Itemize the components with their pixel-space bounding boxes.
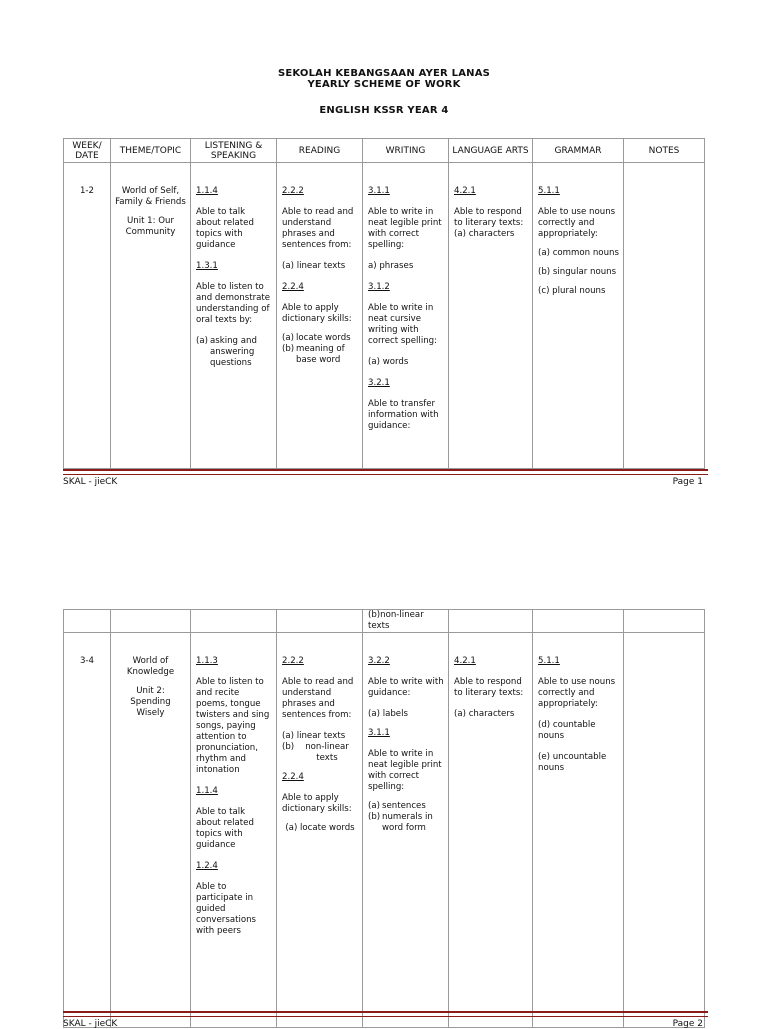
skill-text: Able to listen to and recite poems, tongue twisters and sing songs, paying attention to pronunciation, rhythm and intonation — [196, 677, 270, 775]
theme-name: World of Knowledge — [126, 656, 175, 677]
language-arts-cell — [449, 163, 533, 469]
week-value: 1-2 — [79, 186, 95, 196]
reading-cell — [277, 163, 363, 469]
col-theme-header: THEME/TOPIC — [111, 139, 191, 163]
skill-text: Able to respond to literary texts: — [454, 677, 524, 698]
skill-text: Able to respond to literary texts: — [454, 207, 524, 228]
theme-cell — [111, 163, 191, 469]
skill-text: Able to apply dictionary skills: — [282, 303, 352, 324]
list-item: (a) characters — [454, 229, 515, 239]
header-row — [64, 139, 705, 163]
scheme-table-page-2 — [63, 609, 705, 1028]
footer-author: SKAL - jieCK — [63, 1019, 118, 1029]
skill-text: Able to talk about related topics with guidance — [196, 207, 254, 250]
skill-code: 2.2.2 — [282, 656, 304, 666]
writing-cell — [363, 633, 449, 1028]
skill-code: 2.2.2 — [282, 186, 304, 196]
page-number: Page 1 — [672, 477, 703, 487]
list-item: (a) linear texts — [282, 731, 346, 741]
list-item: (a) asking and answering questions — [196, 336, 257, 368]
skill-text: Able to use nouns correctly and appropriately: — [538, 207, 616, 239]
skill-text: Able to apply dictionary skills: — [282, 793, 352, 814]
list-item: (a) labels — [368, 709, 408, 719]
col-week-header: WEEK/ DATE — [64, 139, 111, 163]
skill-code: 3.1.1 — [368, 728, 390, 738]
listening-cell — [191, 163, 277, 469]
skill-text: Able to write with guidance: — [368, 677, 444, 698]
list-item: (a) locate words — [285, 823, 355, 833]
footer-rule — [63, 1011, 708, 1017]
table-row — [64, 163, 705, 469]
list-item: (b) numerals in word form — [368, 812, 433, 833]
skill-text: Able to talk about related topics with guidance — [196, 807, 254, 850]
col-reading-header: READING — [277, 139, 363, 163]
list-item: (b) non-linear texts — [282, 742, 349, 763]
col-language-arts-header: LANGUAGE ARTS — [449, 139, 533, 163]
list-item: (a) linear texts — [282, 261, 346, 271]
school-name: SEKOLAH KEBANGSAAN AYER LANAS — [277, 68, 491, 79]
skill-code: 1.3.1 — [196, 261, 218, 271]
skill-code: 4.2.1 — [454, 186, 476, 196]
list-item: a) phrases — [368, 261, 414, 271]
skill-code: 1.1.4 — [196, 786, 218, 796]
col-writing-header: WRITING — [363, 139, 449, 163]
unit-name: Unit 1: Our Community — [125, 216, 176, 237]
skill-text: Able to read and understand phrases and sentences from: — [282, 677, 354, 720]
theme-cell — [111, 633, 191, 1028]
list-item: (a) characters — [454, 709, 515, 719]
col-listening-header: LISTENING & SPEAKING — [191, 139, 277, 163]
skill-text: Able to transfer information with guidance: — [368, 399, 439, 431]
skill-code: 1.1.4 — [196, 186, 218, 196]
list-item: (b)non-linear texts — [368, 610, 424, 631]
scheme-title: YEARLY SCHEME OF WORK — [307, 79, 461, 90]
writing-cell — [363, 610, 449, 633]
week-cell — [64, 633, 111, 1028]
skill-code: 4.2.1 — [454, 656, 476, 666]
week-value: 3-4 — [79, 656, 95, 666]
skill-code: 3.2.2 — [368, 656, 390, 666]
list-item: (b) meaning of base word — [282, 344, 345, 365]
continuation-row — [64, 610, 705, 633]
skill-code: 3.1.2 — [368, 282, 390, 292]
list-item: (a) locate words — [282, 333, 351, 343]
skill-text: Able to read and understand phrases and sentences from: — [282, 207, 354, 250]
reading-cell — [277, 633, 363, 1028]
skill-text: Able to use nouns correctly and appropriately: — [538, 677, 616, 709]
skill-code: 3.2.1 — [368, 378, 390, 388]
week-cell — [64, 163, 111, 469]
col-notes-header: NOTES — [624, 139, 705, 163]
list-item: (d) countable nouns — [538, 720, 596, 741]
theme-name: World of Self, Family & Friends — [115, 186, 186, 207]
skill-text: Able to write in neat cursive writing with correct spelling: — [368, 303, 438, 346]
grammar-cell — [533, 633, 624, 1028]
skill-code: 1.1.3 — [196, 656, 218, 666]
skill-text: Able to write in neat legible print with correct spelling: — [368, 749, 442, 792]
list-item: (e) uncountable nouns — [538, 752, 607, 773]
grammar-cell — [533, 163, 624, 469]
footer-rule — [63, 469, 708, 475]
unit-name: Unit 2: Spending Wisely — [130, 686, 171, 718]
list-item: (a) sentences — [368, 801, 426, 811]
skill-code: 5.1.1 — [538, 186, 560, 196]
skill-text: Able to participate in guided conversations with peers — [196, 882, 257, 936]
skill-code: 1.2.4 — [196, 861, 218, 871]
skill-text: Able to write in neat legible print with correct spelling: — [368, 207, 442, 250]
list-item: (a) words — [368, 357, 409, 367]
skill-text: Able to listen to and demonstrate understanding of oral texts by: — [196, 282, 271, 325]
list-item: (b) singular nouns — [538, 267, 617, 277]
notes-cell — [624, 163, 705, 469]
skill-code: 2.2.4 — [282, 772, 304, 782]
skill-code: 3.1.1 — [368, 186, 390, 196]
subject-title: ENGLISH KSSR YEAR 4 — [319, 105, 449, 116]
col-grammar-header: GRAMMAR — [533, 139, 624, 163]
scheme-table-page-1 — [63, 138, 705, 469]
page-number: Page 2 — [672, 1019, 703, 1029]
footer-author: SKAL - jieCK — [63, 477, 118, 487]
skill-code: 5.1.1 — [538, 656, 560, 666]
language-arts-cell — [449, 633, 533, 1028]
listening-cell — [191, 633, 277, 1028]
table-row — [64, 633, 705, 1028]
list-item: (c) plural nouns — [538, 286, 606, 296]
writing-cell — [363, 163, 449, 469]
list-item: (a) common nouns — [538, 248, 619, 258]
notes-cell — [624, 633, 705, 1028]
skill-code: 2.2.4 — [282, 282, 304, 292]
